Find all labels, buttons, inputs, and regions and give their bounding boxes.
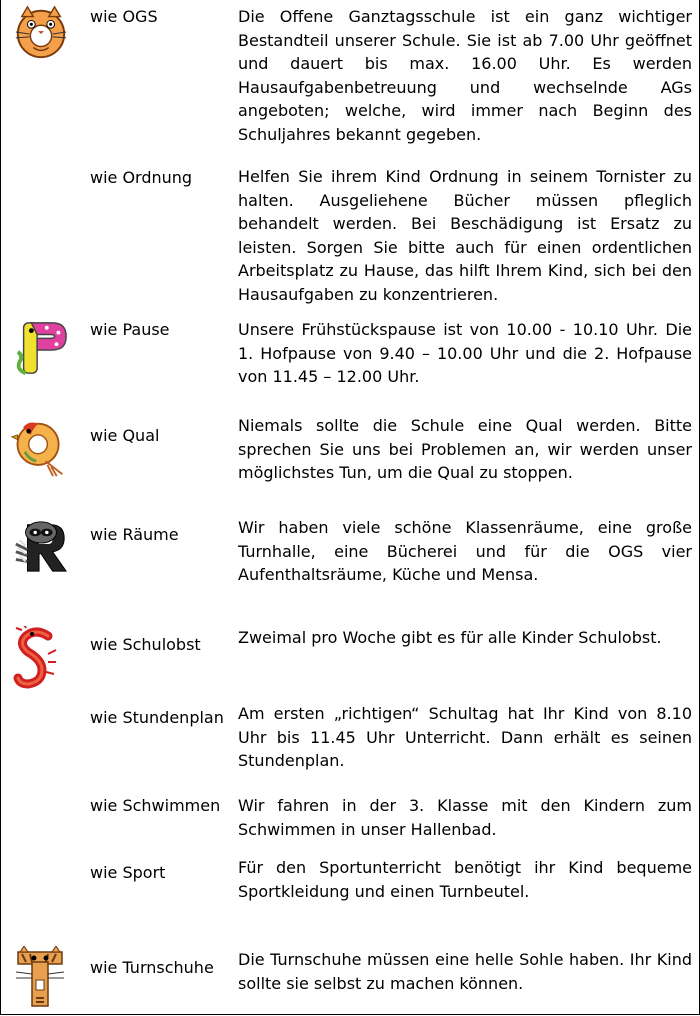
raccoon-letter-r-icon <box>12 514 70 576</box>
seahorse-letter-s-icon <box>12 626 60 692</box>
term-label: wie Turnschuhe <box>90 958 214 977</box>
bird-letter-q-icon <box>10 418 68 480</box>
term-description: Die Offene Ganztagsschule ist ein ganz wichtiger Bestandteil unserer Schule. Sie ist ab 7.00 Uhr geöffnet und dauert bis max. 16.00 Uhr. Es werden Hausaufgabenbetreuung und wechselnde AGs angeboten; welche, wird immer nach Beginn des Schuljahres bekannt gegeben. <box>238 7 692 144</box>
tiger-letter-t-icon <box>14 946 66 1010</box>
term-label: wie OGS <box>90 7 158 26</box>
term-label: wie Schulobst <box>90 635 201 654</box>
term-description: Helfen Sie ihrem Kind Ordnung in seinem Tornister zu halten. Ausgeliehene Bücher müssen pfleglich behandelt werden. Bei Beschädigung ist Ersatz zu leisten. Sorgen Sie bitte auch für einen ordentlichen Arbeitsplatz zu Hause, das hilft Ihrem Kind, sich bei den Hausaufgaben zu konzentrieren. <box>238 167 692 304</box>
term-label: wie Sport <box>90 863 166 882</box>
term-description: Wir haben viele schöne Klassenräume, eine große Turnhalle, eine Bücherei und für die OGS vier Aufenthaltsräume, Küche und Mensa. <box>238 518 692 585</box>
term-description: Die Turnschuhe müssen eine helle Sohle haben. Ihr Kind sollte sie selbst zu machen können. <box>238 950 692 993</box>
term-description: Zweimal pro Woche gibt es für alle Kinder Schulobst. <box>238 628 662 647</box>
term-description: Wir fahren in der 3. Klasse mit den Kindern zum Schwimmen in unser Hallenbad. <box>238 796 692 839</box>
cat-letter-o-icon <box>12 2 70 64</box>
term-label: wie Ordnung <box>90 168 193 187</box>
term-label: wie Stundenplan <box>90 708 224 727</box>
term-description: Am ersten „richtigen“ Schultag hat Ihr Kind von 8.10 Uhr bis 11.45 Uhr Unterricht. Dann erhält es seinen Stundenplan. <box>238 704 692 771</box>
term-label: wie Pause <box>90 320 170 339</box>
term-label: wie Qual <box>90 426 160 445</box>
term-description: Für den Sportunterricht benötigt ihr Kind bequeme Sportkleidung und einen Turnbeutel. <box>238 858 692 901</box>
term-description: Niemals sollte die Schule eine Qual werden. Bitte sprechen Sie uns bei Problemen an, wir werden unser möglichstes Tun, um die Qual zu stoppen. <box>238 416 692 483</box>
snake-letter-p-icon <box>12 318 70 380</box>
term-label: wie Schwimmen <box>90 796 221 815</box>
term-label: wie Räume <box>90 525 179 544</box>
term-description: Unsere Frühstückspause ist von 10.00 - 10.10 Uhr. Die 1. Hofpause von 9.40 – 10.00 Uhr und die 2. Hofpause von 11.45 – 12.00 Uhr. <box>238 320 692 387</box>
